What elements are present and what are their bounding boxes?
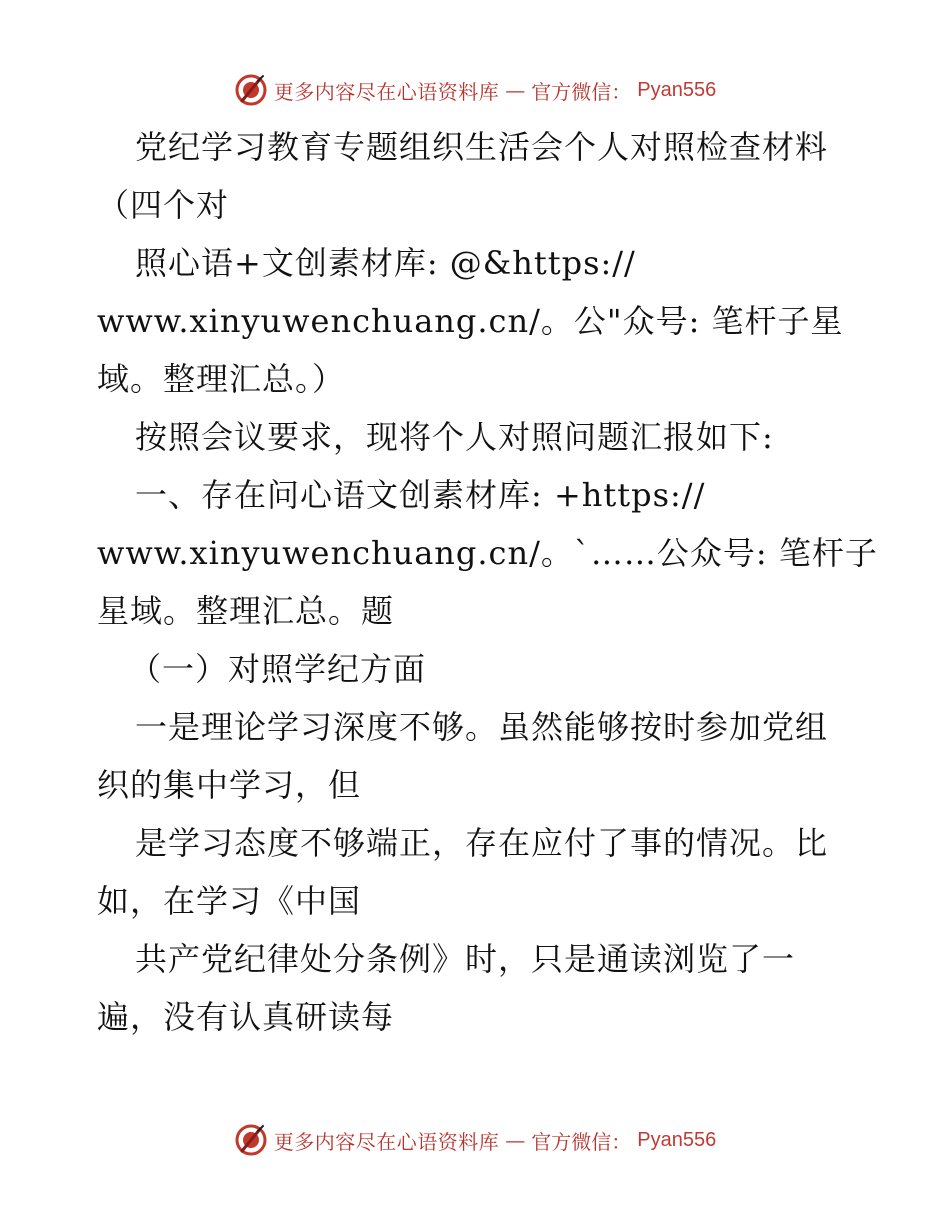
subsection-heading-line: （一）对照学纪方面 bbox=[129, 650, 427, 688]
paragraph-line: 织的集中学习，但 bbox=[97, 766, 362, 804]
banner-separator: — bbox=[505, 78, 526, 102]
brush-logo-icon bbox=[234, 1123, 268, 1157]
banner-text: 更多内容尽在心语资料库 bbox=[273, 79, 500, 104]
banner-wechat-id: Pyan556 bbox=[637, 1128, 717, 1151]
paragraph-line: 域。整理汇总。） bbox=[97, 360, 346, 398]
paragraph-line: 如，在学习《中国 bbox=[97, 882, 362, 920]
paragraph-line: 共产党纪律处分条例》时，只是通读浏览了一 bbox=[135, 940, 796, 978]
paragraph-line: 星域。整理汇总。题 bbox=[97, 592, 395, 630]
paragraph-line: 遍，没有认真研读每 bbox=[97, 998, 395, 1036]
paragraph-line: www.xinyuwenchuang.cn/。公"众号: 笔杆子星 bbox=[97, 302, 844, 340]
document-body bbox=[97, 118, 878, 1046]
banner-separator: — bbox=[505, 1128, 526, 1152]
section-heading-line: 一、存在问心语文创素材库: +https:// bbox=[135, 476, 706, 514]
footer-banner bbox=[0, 1120, 950, 1160]
paragraph-line: 一是理论学习深度不够。虽然能够按时参加党组 bbox=[135, 708, 829, 746]
paragraph-line: www.xinyuwenchuang.cn/。`……公众号: 笔杆子 bbox=[97, 534, 878, 572]
document-title-line-2: （四个对 bbox=[97, 186, 230, 224]
paragraph-line: 按照会议要求，现将个人对照问题汇报如下: bbox=[135, 418, 774, 456]
banner-wechat-id: Pyan556 bbox=[637, 78, 717, 101]
banner-text: 更多内容尽在心语资料库 bbox=[273, 1129, 500, 1154]
header-banner bbox=[0, 70, 950, 110]
banner-wechat-label: 官方微信： bbox=[531, 79, 632, 104]
paragraph-line: 是学习态度不够端正，存在应付了事的情况。比 bbox=[135, 824, 829, 862]
paragraph-line: 照心语+文创素材库: @&https:// bbox=[135, 244, 636, 282]
brush-logo-icon bbox=[234, 73, 268, 107]
banner-wechat-label: 官方微信： bbox=[531, 1129, 632, 1154]
document-title-line-1: 党纪学习教育专题组织生活会个人对照检查材料 bbox=[135, 128, 829, 166]
